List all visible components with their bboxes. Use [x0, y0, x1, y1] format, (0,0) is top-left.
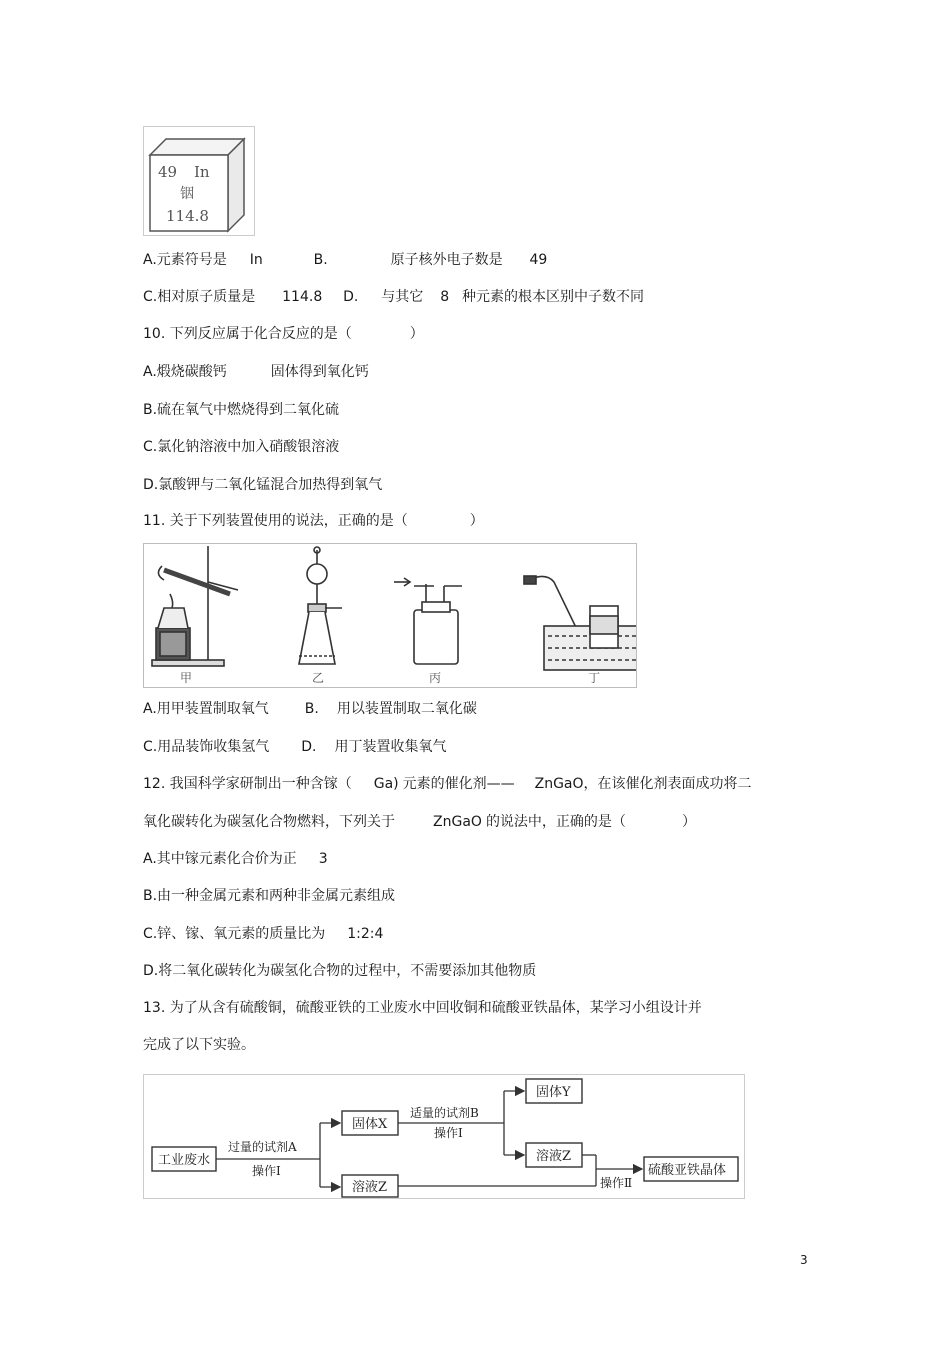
apparatus-ding [524, 576, 636, 670]
q9-row-ab [143, 251, 547, 269]
q9-option-d-value: 8 [440, 289, 450, 305]
q12-stem-part4: 氧化碳转化为碳氢化合物燃料，下列关于 [143, 814, 395, 830]
apparatus-yi [299, 547, 342, 664]
q11-row-cd [143, 738, 446, 756]
flow-solid-x-label: 固体X [352, 1117, 388, 1132]
element-mass: 114.8 [166, 207, 209, 225]
q9-option-d: D. [343, 289, 359, 305]
q9-option-d-text: 与其它 [381, 289, 424, 305]
q13-stem-line2: 完成了以下实验。 [143, 1037, 255, 1053]
q12-option-a-text: A.其中镓元素化合价为正 [143, 851, 297, 867]
q11-option-d: D. [301, 739, 317, 755]
q10-option-a-text: A.煅烧碳酸钙 [143, 364, 227, 380]
q12-option-b: B.由一种金属元素和两种非金属元素组成 [143, 888, 396, 904]
flow-solution-z2-label: 溶液Z [352, 1180, 388, 1195]
q11-option-a: A.用甲装置制取氧气 [143, 701, 269, 717]
q10-option-d: D.氯酸钾与二氧化锰混合加热得到氧气 [143, 477, 383, 493]
apparatus-bing [394, 578, 462, 664]
q10-close-paren: ） [409, 326, 424, 342]
q12-stem-line2 [143, 813, 696, 831]
q12-formula-b-o: O [470, 814, 482, 830]
q10-option-b: B.硫在氧气中燃烧得到二氧化硫 [143, 402, 340, 418]
flow-op2: 操作Ⅱ [600, 1176, 633, 1190]
flow-op1b: 操作Ⅰ [434, 1126, 463, 1140]
apparatus-label-bing: 丙 [429, 671, 442, 685]
q9-option-b: B. [313, 252, 328, 268]
q11-option-d-text: 用丁装置收集氧气 [334, 739, 447, 755]
q12-formula: ZnGa [534, 776, 573, 792]
q11-stem [143, 512, 484, 530]
q11-row-ab [143, 700, 477, 718]
apparatus-label-jia: 甲 [180, 671, 193, 685]
q11-option-c: C.用品装饰收集氢气 [143, 739, 270, 755]
q12-formula-b: ZnGa [433, 814, 471, 830]
q10-option-a [143, 363, 369, 381]
q9-option-b-value: 49 [529, 252, 548, 268]
q10-stem [143, 325, 424, 343]
q9-option-c-value: 114.8 [282, 289, 323, 305]
apparatus-jia [152, 546, 238, 666]
flow-op1: 操作Ⅰ [252, 1164, 281, 1178]
q11-stem-text: 11. 关于下列装置使用的说法，正确的是（ [143, 513, 408, 529]
q12-stem-line1 [143, 775, 752, 793]
apparatus-drawing [144, 544, 636, 687]
q11-option-b-text: 用以装置制取二氧化碳 [336, 701, 477, 717]
flow-solid-y-label: 固体Y [536, 1085, 571, 1100]
q13-stem-line1: 13. 为了从含有硫酸铜，硫酸亚铁的工业废水中回收铜和硫酸亚铁晶体，某学习小组设计并 [143, 1000, 702, 1016]
q9-option-a: A.元素符号是 [143, 252, 227, 268]
q12-option-c [143, 925, 383, 943]
flow-start-label: 工业废水 [158, 1153, 211, 1168]
element-card-figure [143, 126, 255, 236]
q10-option-c: C.氯化钠溶液中加入硝酸银溶液 [143, 439, 340, 455]
apparatus-label-yi: 乙 [312, 671, 325, 685]
element-number: 49 [158, 163, 178, 181]
element-symbol: In [194, 163, 210, 181]
q12-option-d: D.将二氧化碳转化为碳氢化合物的过程中，不需要添加其他物质 [143, 963, 537, 979]
q12-stem-part3: ，在该催化剂表面成功将二 [583, 776, 752, 792]
q12-option-c-value: 1:2:4 [347, 926, 384, 942]
q11-close-paren: ） [469, 513, 484, 529]
flow-reagent-a: 过量的试剂A [228, 1140, 297, 1154]
apparatus-figure [143, 543, 637, 688]
q9-option-a-value: In [249, 252, 263, 268]
q12-ga: Ga) [373, 776, 399, 792]
q12-option-c-text: C.锌、镓、氧元素的质量比为 [143, 926, 326, 942]
q9-option-d-tail: 种元素的根本区别中子数不同 [462, 289, 645, 305]
element-card-cube [144, 127, 254, 235]
q12-formula-o: O [572, 776, 584, 792]
q10-option-a-tail: 固体得到氧化钙 [270, 364, 369, 380]
q12-option-a-value: 3 [318, 851, 328, 867]
flowchart-figure [143, 1074, 745, 1199]
flowchart [144, 1075, 744, 1198]
q10-stem-text: 10. 下列反应属于化合反应的是（ [143, 326, 352, 342]
element-name: 铟 [180, 186, 194, 202]
q9-option-c: C.相对原子质量是 [143, 289, 256, 305]
q12-option-a [143, 850, 328, 868]
q12-stem-part1: 12. 我国科学家研制出一种含镓（ [143, 776, 352, 792]
q12-close-paren: ） [681, 814, 696, 830]
q9-option-b-text: 原子核外电子数是 [390, 252, 503, 268]
q12-stem-part5: 的说法中，正确的是（ [485, 814, 626, 830]
q9-row-cd [143, 288, 644, 306]
q11-option-b: B. [304, 701, 319, 717]
q12-stem-part2: 元素的催化剂—— [402, 776, 515, 792]
flow-solution-z-label: 溶液Z [536, 1149, 572, 1164]
page-number: 3 [800, 1253, 808, 1267]
flow-product-label: 硫酸亚铁晶体 [648, 1163, 727, 1178]
flow-reagent-b: 适量的试剂B [410, 1106, 479, 1120]
apparatus-label-ding: 丁 [588, 671, 601, 685]
